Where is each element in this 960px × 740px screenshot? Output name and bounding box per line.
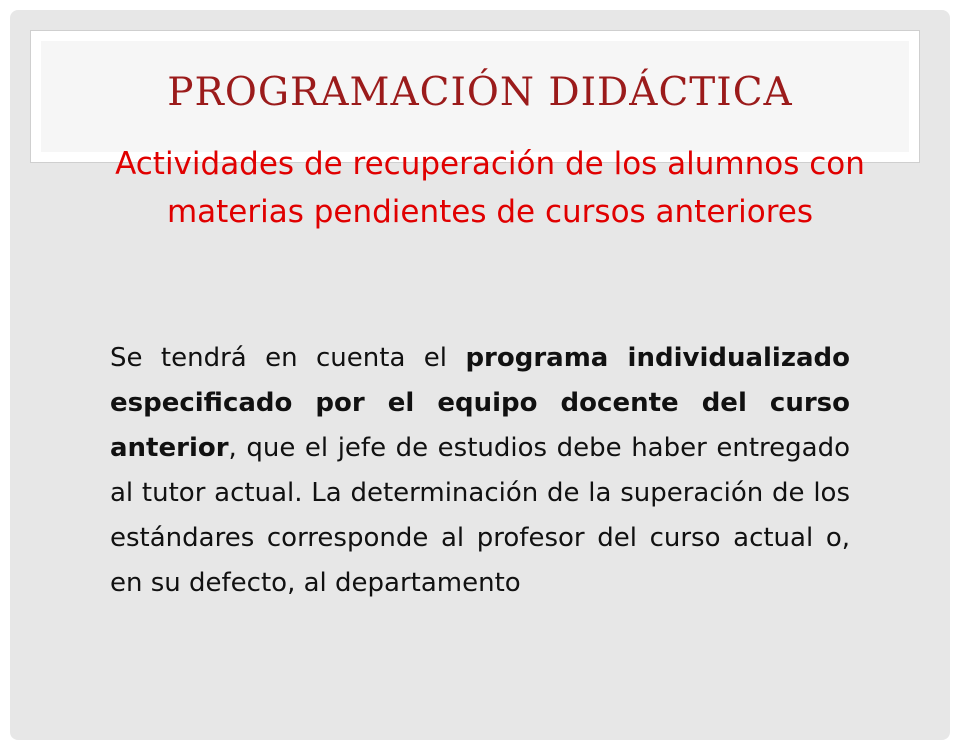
body-paragraph [110, 336, 850, 606]
body-text-bold: programa individualizado especificado por el equipo docente del curso anterior [110, 343, 850, 463]
slide-title: PROGRAMACIÓN DIDÁCTICA [167, 70, 793, 115]
body-text-intro: Se tendrá en cuenta el [110, 343, 466, 373]
body-text-rest: , que el jefe de estudios debe haber entregado al tutor actual. La determinación de la superación de los estándares corresponde al profesor del curso actual o, en su defecto, al departamento [110, 433, 850, 598]
slide-subtitle: Actividades de recuperación de los alumnos con materias pendientes de cursos anteriores [115, 146, 865, 230]
slide [10, 10, 950, 740]
